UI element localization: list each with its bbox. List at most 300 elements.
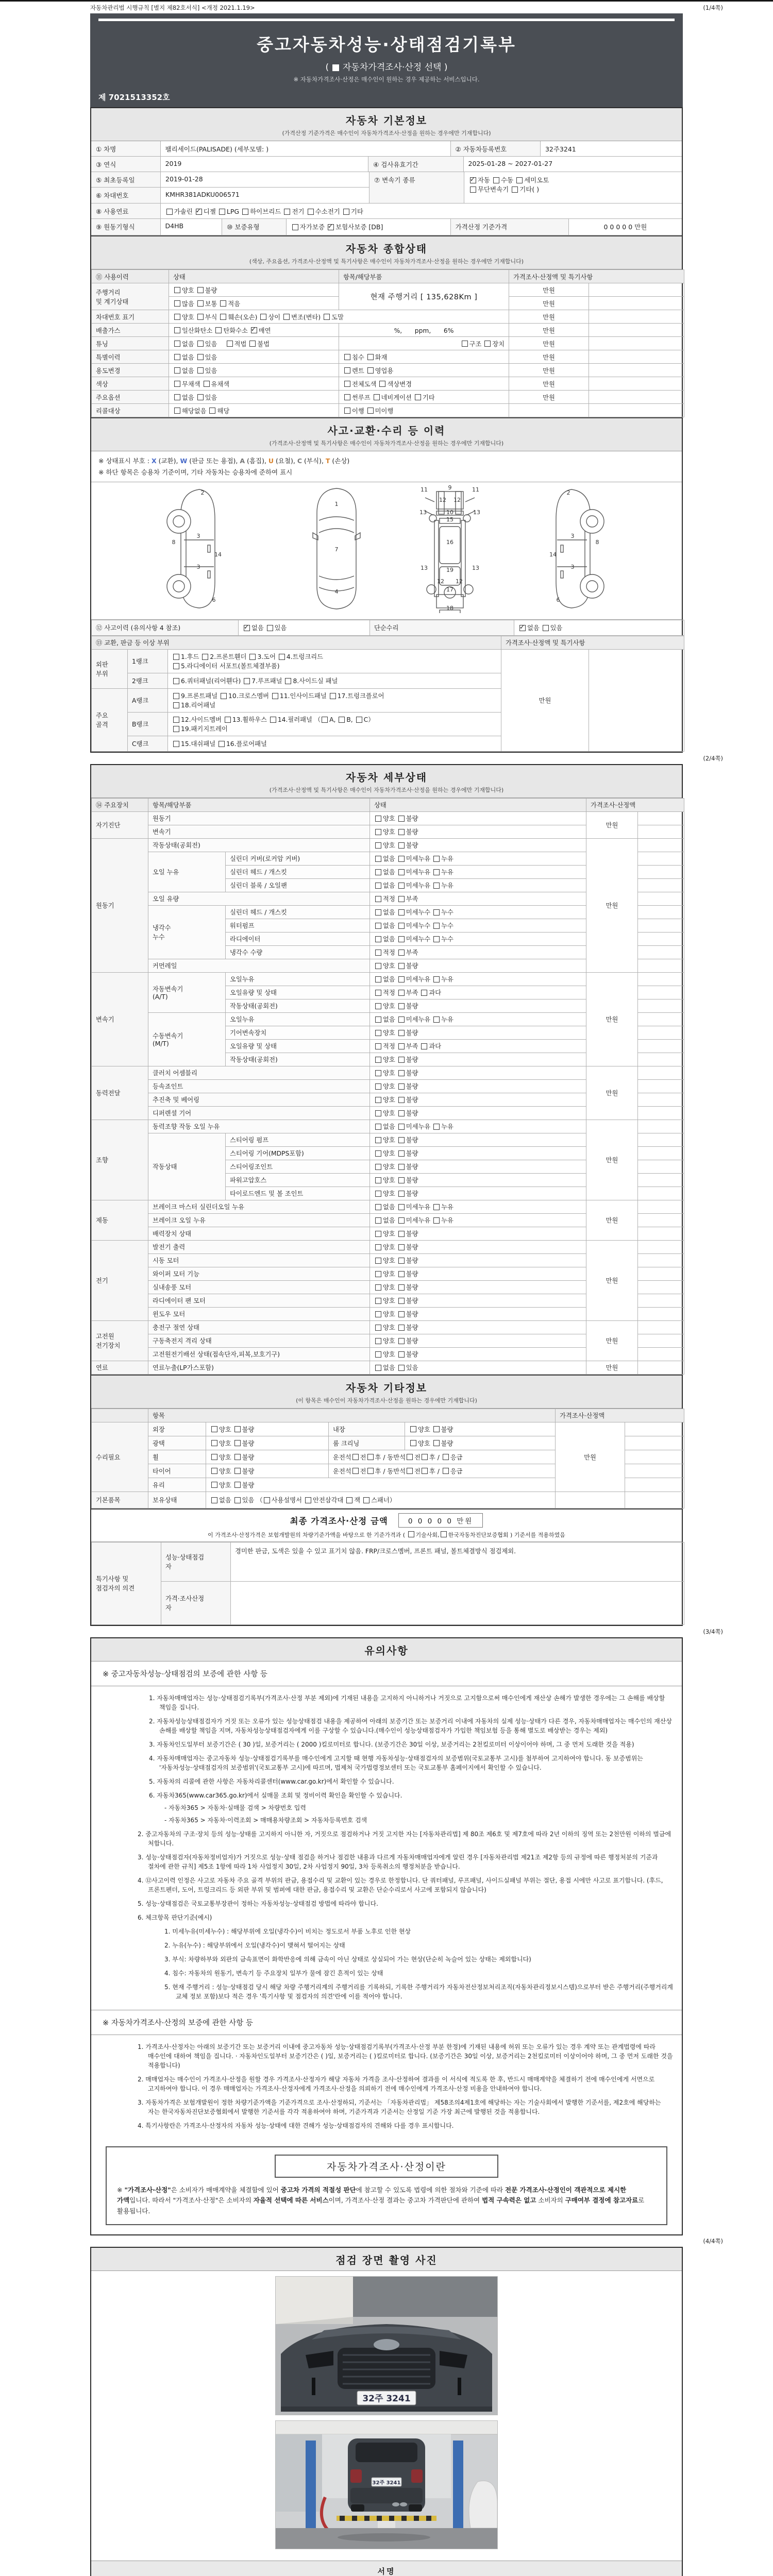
checkbox-icon[interactable] (367, 367, 374, 374)
checkbox-icon[interactable] (375, 842, 381, 849)
text: 기타 (422, 394, 435, 401)
checkbox-icon[interactable] (234, 1454, 241, 1460)
checkbox-icon[interactable] (211, 1454, 217, 1460)
text: 워터펌프 (230, 922, 255, 930)
checkbox-icon[interactable] (283, 314, 290, 320)
checkbox-icon[interactable] (398, 869, 405, 875)
checkbox-icon[interactable] (352, 1468, 359, 1474)
checkbox-icon[interactable] (398, 896, 405, 902)
checkbox-icon[interactable] (324, 314, 330, 320)
checkbox-checked-icon[interactable] (196, 209, 202, 215)
checkbox-icon[interactable] (398, 842, 405, 849)
checkbox-icon[interactable] (375, 923, 381, 929)
text: 불법 (257, 340, 270, 348)
checkbox-icon[interactable] (249, 341, 256, 347)
checkbox-icon[interactable] (267, 625, 273, 631)
checkbox-icon[interactable] (221, 693, 227, 699)
checkbox-icon[interactable] (227, 341, 233, 347)
checkbox-icon[interactable] (174, 354, 180, 360)
text: 가격조사·산정액 및 특기사항 (513, 273, 593, 281)
checkbox-icon[interactable] (398, 883, 405, 889)
damage-code-label: (교환), (156, 457, 180, 465)
text: 후 / 동반석 (375, 1467, 406, 1475)
checkbox-icon[interactable] (375, 1244, 381, 1250)
checkbox-icon[interactable] (220, 314, 226, 320)
price-cell (586, 1361, 638, 1374)
value-cell (370, 1053, 586, 1066)
checkbox-icon[interactable] (433, 1440, 440, 1446)
checkbox-icon[interactable] (433, 1124, 440, 1130)
checkbox-icon[interactable] (421, 990, 427, 996)
checkbox-icon[interactable] (363, 1497, 369, 1503)
checkbox-icon[interactable] (174, 367, 180, 374)
checkbox-icon[interactable] (375, 1164, 381, 1170)
checkbox-icon[interactable] (375, 1311, 381, 1317)
checkbox-icon[interactable] (344, 408, 350, 414)
inspection-photo-lift (275, 2420, 498, 2549)
value-cell (370, 1253, 586, 1267)
checkbox-icon[interactable] (204, 381, 210, 387)
checkbox-icon[interactable] (375, 869, 381, 875)
checkbox-icon[interactable] (234, 1426, 241, 1432)
text: 커먼레일 (153, 962, 177, 970)
checkbox-icon[interactable] (375, 1097, 381, 1103)
checkbox-icon[interactable] (398, 1150, 405, 1157)
checkbox-icon[interactable] (410, 1440, 416, 1446)
checkbox-icon[interactable] (356, 717, 362, 723)
checkbox-icon[interactable] (375, 1030, 381, 1036)
checkbox-icon[interactable] (234, 1497, 241, 1503)
checkbox-icon[interactable] (398, 1338, 405, 1344)
text: 상이 (268, 313, 283, 321)
checkbox-icon[interactable] (211, 1482, 217, 1488)
checkbox-icon[interactable] (367, 408, 374, 414)
checkbox-icon[interactable] (398, 936, 405, 942)
text: 1랭크 (132, 658, 148, 666)
checkbox-icon[interactable] (197, 341, 204, 347)
checkbox-icon[interactable] (375, 1284, 381, 1291)
text: 가격조사·산정액 (591, 802, 636, 809)
text: 9.프론트패널 (181, 692, 220, 700)
checkbox-checked-icon[interactable] (519, 625, 526, 631)
blank-cell (638, 959, 684, 972)
checkbox-icon[interactable] (279, 654, 285, 660)
text: ⑪ 사용이력 (96, 273, 129, 281)
group-label-cell (92, 1492, 148, 1508)
diagram-part-number: 1 (334, 500, 339, 507)
checkbox-icon[interactable] (398, 976, 405, 982)
checkbox-icon[interactable] (398, 950, 405, 956)
checkbox-icon[interactable] (433, 1204, 440, 1210)
text: 전기장치 (96, 1342, 121, 1350)
text: 실린더 커버(로커암 커버) (230, 855, 300, 863)
overall-table (91, 269, 684, 417)
text: 양호 (383, 1163, 397, 1171)
price-cell (586, 1120, 638, 1200)
checkbox-icon[interactable] (398, 1351, 405, 1358)
text: 3. 자동차가격은 보험개발원이 정한 차량기준가액을 기준가격으로 조사·산정하되, 기준서는 「자동차관리법」 제58조의4제1호에 해당하는 자는 기술사회에서 발행한 기준서를, 제2호에 해당하는 자는 한국자동차진단보증협회에서 발행한 기준서를 각각 적용하여야 하며, 기준가격과 기준서는 산정일 기준 가장 최근에 발행된 것을 적용합니다. (138, 2098, 661, 2115)
transmission-options (464, 172, 682, 204)
checkbox-checked-icon[interactable] (328, 224, 334, 230)
checkbox-icon[interactable] (197, 314, 204, 320)
checkbox-icon[interactable] (173, 741, 179, 747)
checkbox-icon[interactable] (443, 1454, 449, 1460)
column-header-cell (92, 636, 501, 649)
checkbox-icon[interactable] (173, 717, 179, 723)
checkbox-icon[interactable] (375, 1043, 381, 1049)
checkbox-icon[interactable] (375, 1204, 381, 1210)
checkbox-icon[interactable] (375, 896, 381, 902)
value-cell (370, 1133, 586, 1146)
checkbox-icon[interactable] (173, 726, 179, 732)
text: 라디에이터 (230, 936, 261, 943)
diagram-part-number: 3 (196, 532, 200, 539)
checkbox-icon[interactable] (166, 209, 173, 215)
checkbox-icon[interactable] (398, 1137, 405, 1143)
price-definition-box (106, 2146, 667, 2225)
checkbox-icon[interactable] (398, 923, 405, 929)
checkbox-icon[interactable] (398, 1284, 405, 1291)
checkbox-icon[interactable] (398, 829, 405, 835)
checkbox-icon[interactable] (433, 976, 440, 982)
checkbox-icon[interactable] (330, 693, 336, 699)
text: 작동상태(공회전) (230, 1056, 278, 1064)
text: 양호 (383, 1083, 397, 1091)
document-subtitle: ( ■ 자동차가격조사·산정 선택 ) (325, 62, 448, 73)
text: "가격조사·산정" (124, 2185, 171, 2194)
engine-type-value: D4HB (161, 219, 223, 235)
checkbox-icon[interactable] (260, 314, 266, 320)
checkbox-icon[interactable] (398, 1070, 405, 1076)
column-header-cell (148, 1409, 556, 1422)
checkbox-icon[interactable] (398, 1204, 405, 1210)
checkbox-icon[interactable] (344, 367, 350, 374)
text: 불량 (242, 1426, 255, 1433)
text: 유채색 (211, 380, 230, 388)
checkbox-icon[interactable] (398, 963, 405, 969)
checkbox-icon[interactable] (367, 1454, 374, 1460)
checkbox-icon[interactable] (174, 327, 180, 333)
checkbox-icon[interactable] (374, 394, 380, 400)
checkbox-icon[interactable] (375, 1070, 381, 1076)
checkbox-icon[interactable] (398, 1030, 405, 1036)
checkbox-icon[interactable] (375, 829, 381, 835)
checkbox-icon[interactable] (398, 1258, 405, 1264)
diagram-part-number: 2 (200, 489, 205, 496)
blank-cell (638, 1012, 684, 1026)
checkbox-icon[interactable] (379, 381, 385, 387)
checkbox-icon[interactable] (375, 1110, 381, 1116)
text: 양호 (383, 1070, 397, 1077)
value-cell (148, 1066, 370, 1079)
checkbox-icon[interactable] (211, 1426, 217, 1432)
checkbox-icon[interactable] (543, 625, 549, 631)
checkbox-icon[interactable] (375, 1083, 381, 1090)
text: 주요 (96, 712, 108, 720)
value-cell (169, 310, 509, 324)
text: 미세누유 (406, 976, 433, 984)
text: 스패너） (371, 1497, 396, 1504)
value-cell (370, 1012, 586, 1026)
text: 도말 (331, 313, 344, 321)
blank-cell (638, 1227, 684, 1240)
checkbox-icon[interactable] (375, 1016, 381, 1023)
checkbox-icon[interactable] (174, 381, 180, 387)
checkbox-icon[interactable] (398, 1124, 405, 1130)
checkbox-icon[interactable] (375, 1177, 381, 1183)
checkbox-icon[interactable] (197, 287, 204, 293)
checkbox-icon[interactable] (375, 1003, 381, 1009)
checkbox-icon[interactable] (211, 1440, 217, 1446)
checkbox-icon[interactable] (308, 209, 314, 215)
checkbox-icon[interactable] (234, 1468, 241, 1474)
checkbox-icon[interactable] (270, 717, 276, 723)
checkbox-icon[interactable] (398, 1191, 405, 1197)
text: 미세누유 (406, 855, 433, 863)
checkbox-icon[interactable] (244, 678, 250, 684)
checkbox-icon[interactable] (433, 923, 440, 929)
checkbox-icon[interactable] (344, 394, 350, 400)
page-marker-3: (3/4쪽) (703, 1628, 723, 1635)
value-cell (370, 1160, 586, 1173)
blank-cell (638, 811, 684, 825)
text: 원동기 (96, 902, 114, 910)
checkbox-icon[interactable] (197, 367, 204, 374)
checkbox-icon[interactable] (516, 177, 523, 183)
column-header-cell (92, 1409, 148, 1422)
text: 오일 누유 (153, 869, 179, 876)
checkbox-icon[interactable] (398, 909, 405, 916)
checkbox-icon[interactable] (398, 1365, 405, 1371)
checkbox-icon[interactable] (211, 1497, 217, 1503)
value-cell (231, 1581, 684, 1624)
group-label-cell (92, 620, 239, 635)
transmission-label: ⑦ 변속기 종류 (369, 172, 464, 204)
value-cell (226, 945, 370, 959)
checkbox-icon[interactable] (272, 693, 278, 699)
checkbox-icon[interactable] (305, 1497, 311, 1503)
checkbox-icon[interactable] (398, 1231, 405, 1237)
checkbox-icon[interactable] (174, 300, 180, 307)
text: 양호 (383, 1150, 397, 1158)
checkbox-icon[interactable] (234, 1482, 241, 1488)
checkbox-icon[interactable] (433, 909, 440, 916)
checkbox-icon[interactable] (292, 224, 298, 230)
checkbox-icon[interactable] (264, 1497, 270, 1503)
checkbox-icon[interactable] (375, 1217, 381, 1224)
checkbox-icon[interactable] (433, 1016, 440, 1023)
checkbox-icon[interactable] (174, 408, 180, 414)
checkbox-icon[interactable] (209, 408, 215, 414)
checkbox-icon[interactable] (398, 990, 405, 996)
checkbox-icon[interactable] (197, 300, 204, 307)
checkbox-icon[interactable] (375, 1191, 381, 1197)
checkbox-icon[interactable] (375, 1231, 381, 1237)
checkbox-icon[interactable] (375, 1338, 381, 1344)
checkbox-icon[interactable] (367, 354, 374, 360)
checkbox-icon[interactable] (398, 1177, 405, 1183)
value-cell (148, 1320, 370, 1334)
checkbox-icon[interactable] (225, 717, 231, 723)
checkbox-icon[interactable] (173, 663, 179, 669)
checkbox-icon[interactable] (375, 1271, 381, 1277)
checkbox-icon[interactable] (375, 976, 381, 982)
text: 스티어링 기어(MDPS포함) (230, 1150, 304, 1158)
checkbox-icon[interactable] (398, 1244, 405, 1250)
text: 후 / 동반석 (375, 1453, 406, 1461)
checkbox-icon[interactable] (215, 327, 222, 333)
checkbox-icon[interactable] (408, 1531, 414, 1537)
checkbox-icon[interactable] (375, 963, 381, 969)
value-cell (226, 878, 370, 892)
checkbox-icon[interactable] (398, 1325, 405, 1331)
checkbox-icon[interactable] (375, 883, 381, 889)
checkbox-icon[interactable] (398, 1083, 405, 1090)
checkbox-icon[interactable] (375, 1298, 381, 1304)
checkbox-icon[interactable] (433, 1426, 440, 1432)
blank-cell (625, 1478, 684, 1492)
checkbox-icon[interactable] (398, 816, 405, 822)
checkbox-icon[interactable] (174, 314, 180, 320)
checkbox-icon[interactable] (344, 354, 350, 360)
checkbox-icon[interactable] (220, 300, 226, 307)
checkbox-icon[interactable] (398, 1298, 405, 1304)
checkbox-checked-icon[interactable] (470, 177, 476, 183)
checkbox-icon[interactable] (398, 1271, 405, 1277)
checkbox-icon[interactable] (398, 1097, 405, 1103)
checkbox-icon[interactable] (219, 741, 225, 747)
checkbox-icon[interactable] (367, 1468, 374, 1474)
checkbox-icon[interactable] (443, 1468, 449, 1474)
checkbox-icon[interactable] (346, 1497, 352, 1503)
checkbox-icon[interactable] (242, 209, 248, 215)
checkbox-icon[interactable] (470, 187, 476, 193)
checkbox-icon[interactable] (375, 950, 381, 956)
text: 누유 (441, 869, 453, 876)
checkbox-checked-icon[interactable] (244, 625, 250, 631)
checkbox-icon[interactable] (375, 1351, 381, 1358)
checkbox-icon[interactable] (249, 654, 256, 660)
checkbox-icon[interactable] (410, 1426, 416, 1432)
group-label-cell (128, 712, 168, 736)
checkbox-icon[interactable] (398, 1016, 405, 1023)
checkbox-icon[interactable] (462, 341, 468, 347)
checkbox-icon[interactable] (398, 1311, 405, 1317)
checkbox-icon[interactable] (285, 678, 291, 684)
price-cell (509, 297, 589, 310)
checkbox-icon[interactable] (375, 1124, 381, 1130)
checkbox-icon[interactable] (398, 856, 405, 862)
checkbox-icon[interactable] (375, 816, 381, 822)
checkbox-icon[interactable] (219, 209, 225, 215)
checkbox-icon[interactable] (433, 936, 440, 942)
text: 양호 (383, 1096, 397, 1104)
checkbox-icon[interactable] (493, 177, 499, 183)
notice-section1-title: ※ 중고자동차성능·상태점검의 보증에 관한 사항 등 (91, 1662, 682, 1686)
checkbox-icon[interactable] (344, 381, 350, 387)
checkbox-icon[interactable] (415, 394, 421, 400)
checkbox-icon[interactable] (202, 654, 208, 660)
blank-cell (638, 999, 684, 1012)
checkbox-icon[interactable] (421, 1043, 427, 1049)
checkbox-icon[interactable] (343, 209, 349, 215)
checkbox-icon[interactable] (398, 1164, 405, 1170)
text: 양호 (418, 1426, 432, 1433)
text: 양호 (383, 962, 397, 970)
value-cell (226, 1053, 370, 1066)
checkbox-icon[interactable] (375, 856, 381, 862)
checkbox-icon[interactable] (174, 394, 180, 400)
checkbox-icon[interactable] (211, 1468, 217, 1474)
checkbox-icon[interactable] (433, 856, 440, 862)
text: 클러치 어셈블리 (153, 1070, 198, 1077)
checkbox-icon[interactable] (512, 187, 518, 193)
checkbox-icon[interactable] (375, 1325, 381, 1331)
checkbox-icon[interactable] (398, 1057, 405, 1063)
checkbox-icon[interactable] (284, 209, 290, 215)
checkbox-icon[interactable] (407, 1468, 413, 1474)
checkbox-icon[interactable] (375, 936, 381, 942)
value-cell (148, 905, 226, 959)
checkbox-icon[interactable] (197, 394, 204, 400)
checkbox-icon[interactable] (174, 287, 180, 293)
text: 스티어링조인트 (230, 1163, 273, 1171)
value-cell (370, 1120, 586, 1133)
checkbox-icon[interactable] (433, 1217, 440, 1224)
price-cell (501, 649, 589, 751)
checkbox-icon[interactable] (433, 883, 440, 889)
text: 양호 (383, 1337, 397, 1345)
text: 자 (165, 1563, 172, 1571)
checkbox-icon[interactable] (375, 1137, 381, 1143)
checkbox-icon[interactable] (375, 1057, 381, 1063)
checkbox-icon[interactable] (174, 341, 180, 347)
checkbox-icon[interactable] (375, 990, 381, 996)
checkbox-icon[interactable] (173, 693, 179, 699)
checkbox-icon[interactable] (398, 1003, 405, 1009)
checkbox-icon[interactable] (441, 1531, 447, 1537)
group-label-cell (92, 1240, 148, 1320)
text: 조향 (96, 1157, 108, 1164)
checkbox-icon[interactable] (352, 1454, 359, 1460)
checkbox-icon[interactable] (433, 869, 440, 875)
checkbox-icon[interactable] (322, 717, 328, 723)
checkbox-icon[interactable] (375, 1258, 381, 1264)
warranty-type-label: ⑩ 보증유형 (222, 219, 287, 235)
checkbox-icon[interactable] (197, 354, 204, 360)
checkbox-icon[interactable] (173, 702, 179, 708)
checkbox-icon[interactable] (375, 1365, 381, 1371)
checkbox-icon[interactable] (173, 678, 179, 684)
checkbox-icon[interactable] (398, 1110, 405, 1116)
checkbox-icon[interactable] (398, 1043, 405, 1049)
text: 불량 (406, 815, 418, 823)
blank-cell (638, 905, 684, 919)
checkbox-icon[interactable] (375, 909, 381, 916)
checkbox-icon[interactable] (173, 654, 179, 660)
checkbox-icon[interactable] (407, 1454, 413, 1460)
checkbox-icon[interactable] (375, 1150, 381, 1157)
checkbox-icon[interactable] (484, 341, 491, 347)
checkbox-icon[interactable] (422, 1454, 428, 1460)
signature-section (91, 2561, 682, 2576)
checkbox-icon[interactable] (398, 1217, 405, 1224)
text: 부식 (205, 313, 220, 321)
checkbox-icon[interactable] (422, 1468, 428, 1474)
checkbox-icon[interactable] (339, 717, 345, 723)
checkbox-checked-icon[interactable] (251, 327, 257, 333)
checkbox-icon[interactable] (234, 1440, 241, 1446)
